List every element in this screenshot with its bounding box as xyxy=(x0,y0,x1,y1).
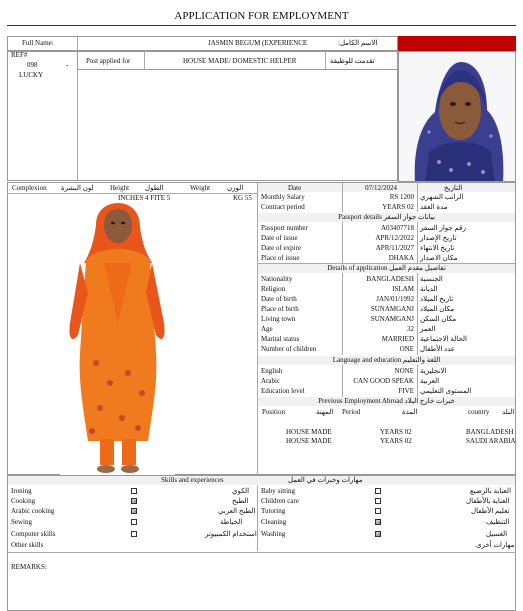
marital-ar: الحالة الاجتماعية xyxy=(420,335,467,343)
contract-value: YEARS 02 xyxy=(382,203,414,211)
issue-place-label: Place of issue xyxy=(261,254,300,262)
skill-sewing-label: Sewing xyxy=(11,518,32,526)
skill-arabic-cooking-ar: الطبخ العربي xyxy=(218,507,256,515)
contract-label: Contract period xyxy=(261,203,305,211)
column-divider xyxy=(257,182,258,475)
skill-cleaning-ar: التنظيف xyxy=(486,518,510,526)
weight-value: KG 55 xyxy=(233,194,252,202)
complexion-label: Complexion xyxy=(12,184,47,192)
skill-cleaning-checkbox[interactable]: ☒ xyxy=(376,519,382,526)
application-section-title xyxy=(258,264,515,273)
ref-label: REF# xyxy=(11,51,28,59)
exp-country-header: country xyxy=(468,408,490,416)
passport-section-en: Passport details xyxy=(338,213,382,221)
religion-label: Religion xyxy=(261,285,286,293)
age-ar: العمر xyxy=(420,325,436,333)
arabic-ar: العربية xyxy=(420,377,440,385)
birth-date-ar: تاريخ الميلاد xyxy=(420,295,454,303)
issue-place-ar: مكان الاصدار xyxy=(420,254,458,262)
birth-date-value: JAN/01/1992 xyxy=(376,295,414,303)
date-value: 07/12/2024 xyxy=(365,184,397,192)
experience-section-ar: خبرات خارج البلاد xyxy=(404,397,455,405)
ref-dash: - xyxy=(66,61,69,69)
skill-ironing-ar: الكوي xyxy=(232,487,250,495)
skill-other-label: Other skills xyxy=(11,541,44,549)
skills-band xyxy=(8,476,515,485)
english-value: NONE xyxy=(394,367,414,375)
skill-baby-sitting-ar: العناية بالرضيع xyxy=(470,487,512,495)
passport-number-label: Passport number xyxy=(261,224,308,232)
marital-value: MARRIED xyxy=(381,335,414,343)
exp-period-header-ar: المدة xyxy=(402,408,418,416)
exp-row-1-country: BANGLADESH xyxy=(466,428,514,436)
nationality-value: BANGLADESH xyxy=(366,275,414,283)
divider xyxy=(417,222,418,263)
exp-row-1-position: HOUSE MADE xyxy=(286,428,332,436)
salary-value: RS 1200 xyxy=(389,193,414,201)
children-ar: عدد الأطفال xyxy=(420,345,455,353)
divider xyxy=(417,182,418,212)
exp-position-header: Position xyxy=(262,408,285,416)
skill-ironing-label: Ironing xyxy=(11,487,32,495)
nationality-label: Nationality xyxy=(261,275,293,283)
height-ar: الطول xyxy=(145,184,164,192)
salary-label: Monthly Salary xyxy=(261,193,305,201)
experience-section-en: Previous Employment Abroad xyxy=(318,397,403,405)
weight-ar: الوزن xyxy=(227,184,244,192)
birth-date-label: Date of birth xyxy=(261,295,297,303)
date-ar: التاريخ xyxy=(444,184,463,192)
skill-arabic-cooking-label: Arabic cooking xyxy=(11,507,55,515)
complexion-ar: لون البشرة xyxy=(61,184,94,192)
issue-place-value: DHAKA xyxy=(388,254,414,262)
arabic-value: CAN GOOD SPEAK xyxy=(353,377,414,385)
skill-tutoring-ar: تعليم الأطفال xyxy=(471,507,510,515)
application-section-ar: تفاصيل مقدم العمل xyxy=(389,264,446,272)
divider xyxy=(144,51,145,70)
post-ar: تقدمت للوظيفة xyxy=(330,57,375,65)
headshot-photo xyxy=(398,51,516,182)
birth-place-ar: مكان الميلاد xyxy=(420,305,455,313)
living-town-label: Living town xyxy=(261,315,296,323)
living-town-ar: مكان السكن xyxy=(420,315,457,323)
skill-sewing-checkbox[interactable] xyxy=(131,519,137,525)
accent-bar xyxy=(398,36,516,51)
post-label: Post applied for xyxy=(86,57,131,65)
ref-name: LUCKY xyxy=(19,71,44,79)
nationality-ar: الجنسية xyxy=(420,275,443,283)
date-label: Date xyxy=(288,184,302,192)
application-section-en: Details of application xyxy=(327,264,388,272)
issue-date-ar: تاريخ الإصدار xyxy=(420,234,457,242)
exp-row-1-period: YEARS 02 xyxy=(380,428,412,436)
language-section-title xyxy=(258,356,515,365)
skill-other-ar: مهارات أخرى xyxy=(476,541,515,549)
passport-number-value: A03407718 xyxy=(380,224,414,232)
contract-ar: مدة العقد xyxy=(420,203,448,211)
english-ar: الانجليزية xyxy=(420,367,447,375)
language-section-en: Language and education xyxy=(332,356,402,364)
marital-label: Marital status xyxy=(261,335,300,343)
full-name-ar: الاسم الكامل: xyxy=(338,39,378,47)
page-title: APPLICATION FOR EMPLOYMENT xyxy=(174,10,349,22)
age-label: Age xyxy=(261,325,273,333)
divider xyxy=(417,273,418,355)
skill-computer-ar: استخدام الكمبيوتر xyxy=(205,530,257,538)
exp-row-2-position: HOUSE MADE xyxy=(286,437,332,445)
post-value: HOUSE MADE/ DOMESTIC HELPER xyxy=(183,57,297,65)
height-label: Height xyxy=(110,184,130,192)
skill-ironing-checkbox[interactable] xyxy=(131,488,137,494)
skills-section-ar: مهارات وخبرات في العمل xyxy=(288,476,363,484)
skill-washing-label: Washing xyxy=(261,530,286,538)
skill-children-care-ar: العناية بالأطفال xyxy=(466,497,510,505)
skill-tutoring-checkbox[interactable] xyxy=(375,508,381,514)
skill-sewing-ar: الخياطة xyxy=(220,518,243,526)
issue-date-label: Date of issue xyxy=(261,234,298,242)
divider xyxy=(325,51,326,70)
expire-date-label: Date of expire xyxy=(261,244,302,252)
skill-computer-checkbox[interactable] xyxy=(131,531,137,537)
skill-baby-sitting-label: Baby sitting xyxy=(261,487,296,495)
passport-number-ar: رقم جواز السفر xyxy=(420,224,466,232)
birth-place-label: Place of birth xyxy=(261,305,299,313)
skill-cleaning-label: Cleaning xyxy=(261,518,287,526)
full-name-value: JASMIN BEGUM (EXPERIENCE xyxy=(208,39,308,47)
living-town-value: SUNAMGANJ xyxy=(370,315,414,323)
arabic-label: Arabic xyxy=(261,377,281,385)
children-value: ONE xyxy=(399,345,414,353)
expire-date-ar: تاريخ الانتهاء xyxy=(420,244,455,252)
height-value: INCHES 4 FITE 5 xyxy=(118,194,171,202)
skill-tutoring-label: Tutoring xyxy=(261,507,286,515)
salary-ar: الراتب الشهري xyxy=(420,193,464,201)
english-label: English xyxy=(261,367,283,375)
skill-baby-sitting-checkbox[interactable] xyxy=(375,488,381,494)
skill-cooking-checkbox[interactable]: ☒ xyxy=(132,498,138,505)
title-underline xyxy=(7,25,516,26)
exp-country-header-ar: البلد xyxy=(502,408,515,416)
skill-cooking-ar: الطبخ xyxy=(232,497,249,505)
skills-section-en: Skills and experiences xyxy=(161,476,224,484)
language-section-ar: اللغة والتعليم xyxy=(402,356,441,364)
exp-row-2-period: YEARS 02 xyxy=(380,437,412,445)
expire-date-value: APR/11/2027 xyxy=(375,244,414,252)
issue-date-value: APR/12/2022 xyxy=(375,234,414,242)
skill-children-care-checkbox[interactable] xyxy=(375,498,381,504)
education-value: FIVE xyxy=(398,387,414,395)
skill-washing-checkbox[interactable]: ☒ xyxy=(376,531,382,538)
full-name-label: Full Name: xyxy=(22,39,54,47)
religion-ar: الديانة xyxy=(420,285,438,293)
age-value: 32 xyxy=(407,325,414,333)
religion-value: ISLAM xyxy=(392,285,414,293)
education-label: Education level xyxy=(261,387,305,395)
divider xyxy=(417,365,418,397)
exp-row-2-country: SAUDI ARABIA xyxy=(466,437,516,445)
skill-washing-ar: الغسيل xyxy=(486,530,508,538)
skill-computer-label: Computer skills xyxy=(11,530,56,538)
children-label: Number of children xyxy=(261,345,317,353)
header-block xyxy=(7,51,398,181)
skill-children-care-label: Children care xyxy=(261,497,299,505)
full-body-photo xyxy=(60,203,175,475)
divider xyxy=(7,552,516,553)
passport-section-ar: بيانات جواز السفر xyxy=(383,213,435,221)
exp-position-header-ar: المهنة xyxy=(316,408,334,416)
exp-period-header: Period xyxy=(342,408,361,416)
column-divider xyxy=(257,485,258,551)
ref-value: 098 xyxy=(27,61,38,69)
birth-place-value: SUNAMGANJ xyxy=(370,305,414,313)
experience-section-title xyxy=(258,397,515,406)
remarks-label: REMARKS: xyxy=(11,563,47,571)
weight-label: Weight xyxy=(190,184,211,192)
education-ar: المستوى التعليمي xyxy=(420,387,472,395)
skill-cooking-label: Cooking xyxy=(11,497,36,505)
passport-section-title xyxy=(258,213,515,222)
skill-arabic-cooking-checkbox[interactable]: ☒ xyxy=(132,508,138,515)
